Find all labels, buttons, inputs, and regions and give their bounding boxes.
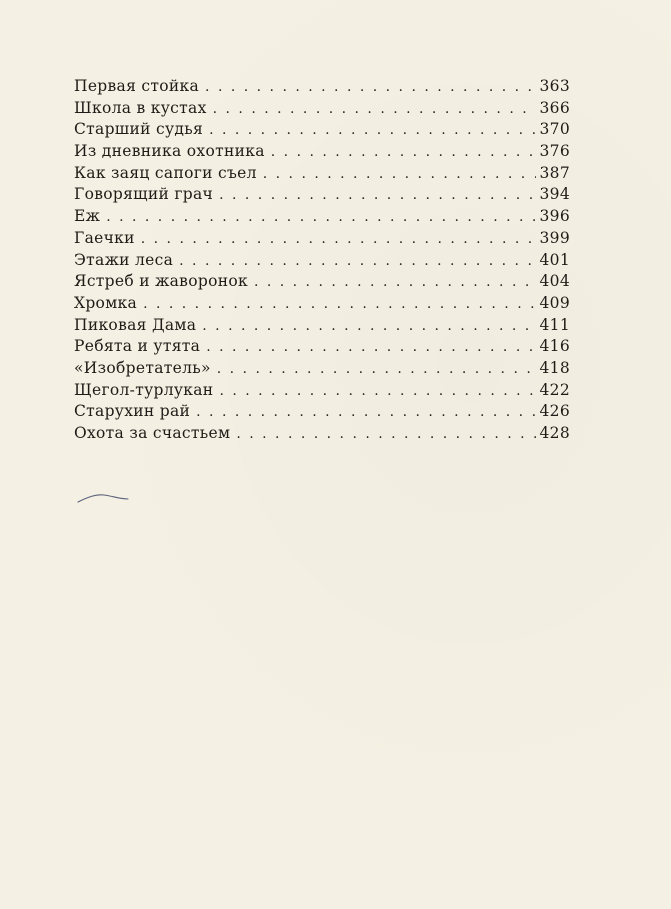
toc-entry-page: 387 [539, 163, 570, 182]
toc-entry-page: 428 [539, 424, 570, 442]
toc-entry [74, 271, 570, 293]
dot-leader [141, 229, 536, 250]
toc-entry-page: 411 [539, 315, 570, 334]
dot-leader [213, 99, 536, 120]
dot-leader [106, 207, 535, 228]
toc-entry-page: 370 [539, 120, 570, 139]
toc-entry-title: Пиковая Дама [74, 315, 197, 334]
toc-entry [74, 184, 570, 206]
toc-entry-title: Еж [74, 207, 101, 226]
toc-entry [74, 358, 570, 380]
toc-entry-title: Гаечки [74, 228, 135, 247]
dot-leader [219, 381, 535, 402]
toc-entry [74, 228, 570, 250]
toc-entry-title: «Изобретатель» [74, 358, 211, 377]
toc-entry [74, 315, 570, 337]
toc-entry [74, 119, 570, 141]
toc-entry [74, 163, 570, 185]
toc-entry-page: 404 [539, 272, 570, 291]
dot-leader [202, 316, 535, 337]
toc-entry-page: 418 [539, 358, 570, 377]
toc-entry-title: Говорящий грач [74, 185, 214, 204]
toc-entry-title: Первая стойка [74, 77, 200, 95]
dot-leader [236, 424, 535, 445]
toc-entry [74, 250, 570, 272]
toc-entry [74, 380, 570, 402]
dot-leader [143, 294, 535, 315]
table-of-contents [74, 76, 570, 445]
toc-entry-page: 416 [539, 337, 570, 356]
toc-entry-page: 363 [539, 77, 570, 95]
toc-entry-page: 399 [539, 228, 570, 247]
toc-entry-title: Хромка [74, 293, 138, 312]
toc-entry-page: 422 [539, 380, 570, 399]
toc-entry-page: 401 [539, 250, 570, 269]
toc-entry-title: Ребята и утята [74, 337, 201, 356]
pencil-mark [74, 488, 132, 508]
toc-entry-title: Школа в кустах [74, 98, 207, 117]
toc-entry [74, 293, 570, 315]
toc-entry-page: 396 [539, 207, 570, 226]
dot-leader [217, 359, 536, 380]
toc-entry-title: Щегол-турлукан [74, 380, 214, 399]
toc-entry-page: 426 [539, 402, 570, 421]
toc-entry [74, 206, 570, 228]
dot-leader [206, 337, 535, 358]
toc-entry [74, 98, 570, 120]
dot-leader [209, 120, 535, 141]
toc-entry-title: Охота за счастьем [74, 424, 231, 442]
dot-leader [271, 142, 536, 163]
toc-entry-title: Старухин рай [74, 402, 191, 421]
toc-entry-title: Этажи леса [74, 250, 174, 269]
toc-entry [74, 423, 570, 445]
toc-entry-page: 394 [539, 185, 570, 204]
toc-entry-title: Старший судья [74, 120, 204, 139]
toc-entry [74, 76, 570, 98]
toc-entry-page: 409 [539, 293, 570, 312]
dot-leader [196, 402, 535, 423]
toc-entry [74, 141, 570, 163]
dot-leader [254, 272, 536, 293]
dot-leader [179, 251, 535, 272]
toc-entry-page: 376 [539, 142, 570, 161]
toc-entry [74, 336, 570, 358]
toc-entry-title: Из дневника охотника [74, 142, 265, 161]
dot-leader [219, 185, 535, 206]
toc-entry [74, 401, 570, 423]
toc-entry-page: 366 [539, 98, 570, 117]
toc-entry-title: Ястреб и жаворонок [74, 272, 248, 291]
dot-leader [263, 164, 536, 185]
dot-leader [205, 77, 535, 98]
toc-entry-title: Как заяц сапоги съел [74, 163, 257, 182]
